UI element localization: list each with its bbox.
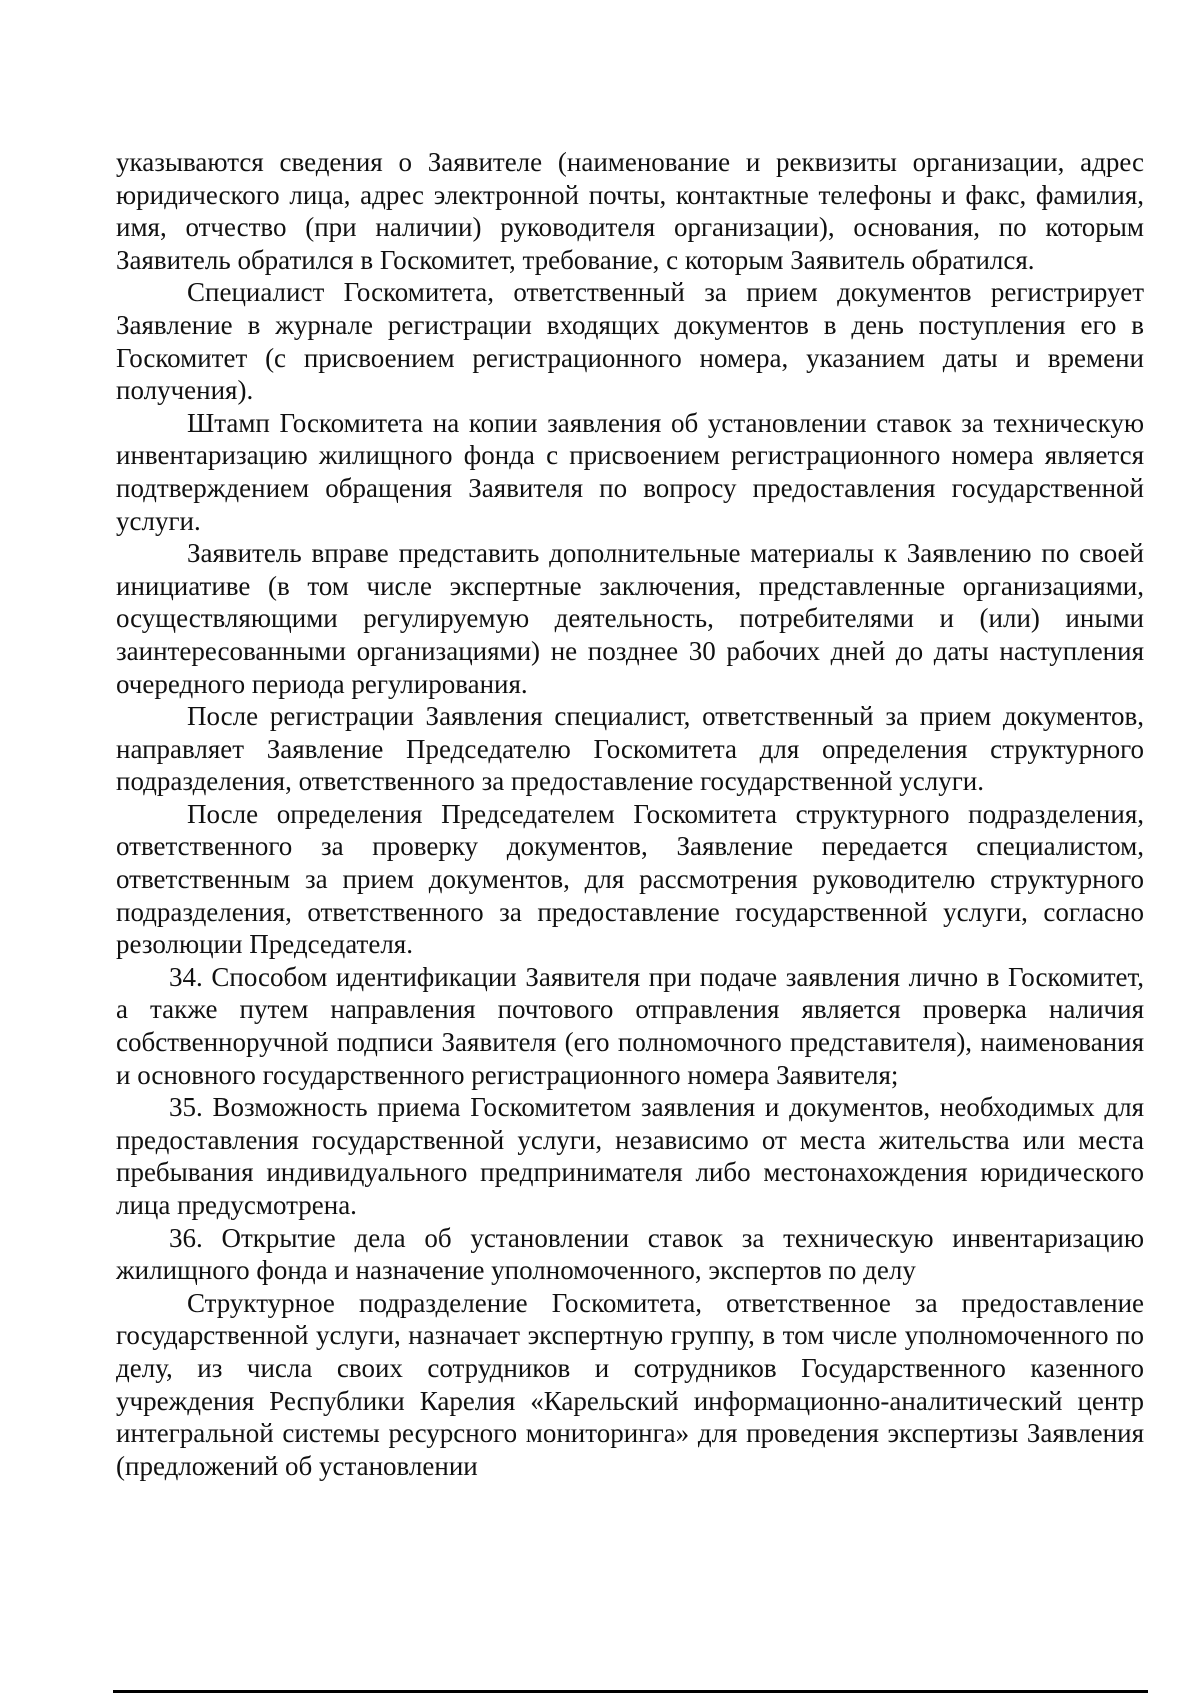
paragraph-stamp: Штамп Госкомитета на копии заявления об установлении ставок за техническую инвентаризацию жилищного фонда с присвоением регистрационного номера является подтверждением обращения Заявителя по вопросу предоставления государственной услуги. xyxy=(116,407,1144,536)
paragraph-division-assignment: После определения Председателем Госкомитета структурного подразделения, ответственного за проверку документов, Заявление передается специалистом, ответственным за прием документов, для рассмотрения руководителю структурного подразделения, ответственного за предоставление государственной услуги, согласно резолюции Председателя. xyxy=(116,798,1144,960)
paragraph-expert-group: Структурное подразделение Госкомитета, ответственное за предоставление государственной услуги, назначает экспертную группу, в том числе уполномоченного по делу, из числа своих сотрудников и сотрудников Государственного казенного учреждения Республики Карелия «Карельский информационно-аналитический центр интегральной системы ресурсного мониторинга» для проведения экспертизы Заявления (предложений об установлении xyxy=(116,1287,1144,1481)
paragraph-registration: Специалист Госкомитета, ответственный за прием документов регистрирует Заявление в журнале регистрации входящих документов в день поступления его в Госкомитет (с присвоением регистрационного номера, указанием даты и времени получения). xyxy=(116,277,1144,406)
paragraph-item-35: 35. Возможность приема Госкомитетом заявления и документов, необходимых для предоставления государственной услуги, независимо от места жительства или места пребывания индивидуального предпринимателя либо местонахождения юридического лица предусмотрена. xyxy=(116,1092,1144,1220)
document-body xyxy=(116,146,1144,1482)
paragraph-after-registration: После регистрации Заявления специалист, ответственный за прием документов, направляет Заявление Председателю Госкомитета для определения структурного подразделения, ответственного за предоставление государственной услуги. xyxy=(116,701,1144,797)
paragraph-additional-materials: Заявитель вправе представить дополнительные материалы к Заявлению по своей инициативе (в том числе экспертные заключения, представленные организациями, осуществляющими регулируемую деятельность, потребителями и (или) иными заинтересованными организациями) не позднее 30 рабочих дней до даты наступления очередного периода регулирования. xyxy=(116,538,1144,699)
paragraph-item-36: 36. Открытие дела об установлении ставок за техническую инвентаризацию жилищного фонда и назначение уполномоченного, экспертов по делу xyxy=(116,1222,1144,1286)
paragraph-item-34: 34. Способом идентификации Заявителя при подаче заявления лично в Госкомитет, а также путем направления почтового отправления является проверка наличия собственноручной подписи Заявителя (его полномочного представителя), наименования и основного государственного регистрационного номера Заявителя; xyxy=(116,961,1144,1090)
paragraph-applicant-details: указываются сведения о Заявителе (наименование и реквизиты организации, адрес юридического лица, адрес электронной почты, контактные телефоны и факс, фамилия, имя, отчество (при наличии) руководителя организации), основания, по которым Заявитель обратился в Госкомитет, требование, с которым Заявитель обратился. xyxy=(116,147,1144,275)
bottom-divider xyxy=(113,1690,1148,1693)
